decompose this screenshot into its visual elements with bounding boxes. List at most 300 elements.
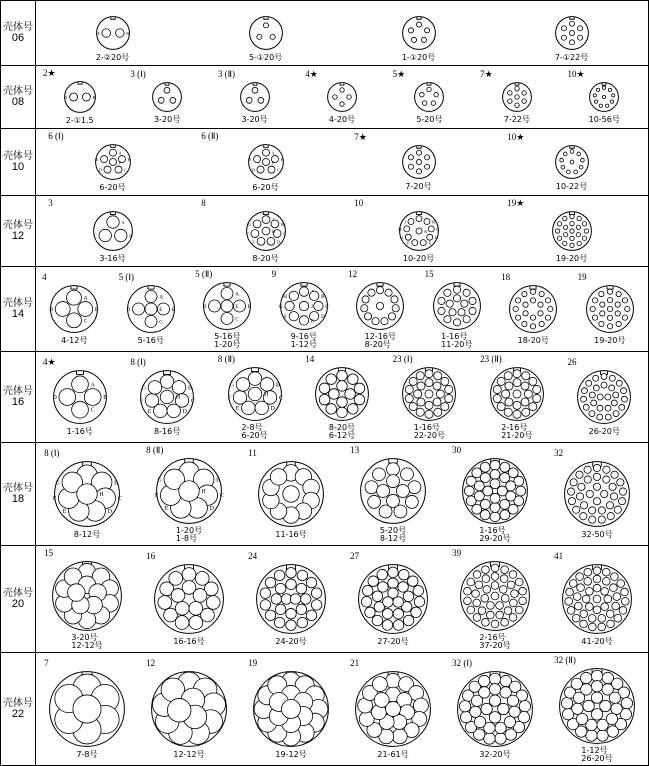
svg-text:A: A — [118, 150, 122, 156]
connector-cell[interactable] — [36, 196, 189, 266]
connector-top-label: 13 — [350, 445, 360, 455]
connector-bottom-label: 5-20号 8-12号 — [379, 526, 407, 543]
connector-cell[interactable] — [298, 66, 385, 128]
connector-cell[interactable] — [546, 443, 648, 545]
connector-bottom-label: 19-20号 — [594, 336, 626, 345]
connector-bottom-label: 7-20号 — [405, 182, 432, 191]
connector-face-diagram — [353, 669, 433, 749]
connector-bottom-label: 27-20号 — [377, 637, 409, 646]
row-header-number: 18 — [11, 493, 25, 505]
connector-bottom-label: 4-20号 — [328, 115, 356, 124]
row-header-number: 10 — [11, 161, 25, 173]
svg-text:F: F — [52, 496, 57, 503]
connector-bottom-label: 5-①20号 — [248, 53, 283, 62]
row-header-shell-14 — [1, 267, 36, 352]
connector-face-diagram — [51, 368, 109, 426]
svg-text:B: B — [280, 221, 284, 227]
connector-bottom-label: 16-16号 — [173, 637, 205, 646]
connector-face-diagram — [238, 80, 272, 114]
row-header-shell-10 — [1, 129, 36, 196]
connector-cell[interactable] — [386, 352, 473, 442]
svg-text:F: F — [245, 231, 249, 237]
connector-bottom-label: 12-16号 8-20号 — [364, 332, 396, 349]
svg-text:C: C — [235, 316, 239, 323]
connector-top-label: 8 — [201, 198, 206, 208]
connector-bottom-label: 19-12号 — [275, 750, 307, 759]
svg-text:F: F — [227, 395, 231, 402]
svg-text:C: C — [276, 167, 280, 173]
connector-face-diagram — [550, 209, 594, 253]
connector-bottom-label: 2-16号 37-20号 — [479, 633, 511, 650]
connector-cell[interactable] — [189, 267, 266, 351]
connector-top-label: 32 (Ⅰ) — [452, 658, 473, 668]
connector-face-diagram — [325, 80, 359, 114]
svg-text:C: C — [325, 304, 329, 310]
connector-cell[interactable] — [240, 546, 342, 652]
connector-cell[interactable] — [36, 1, 189, 65]
connector-top-label: 26 — [567, 357, 577, 367]
connector-face-diagram — [94, 14, 132, 52]
connector-bottom-label: 32-50号 — [581, 530, 613, 539]
svg-text:B: B — [95, 307, 99, 313]
connector-cell[interactable] — [342, 129, 495, 195]
svg-text:C: C — [90, 407, 95, 414]
connector-bottom-label: 24-20号 — [275, 637, 307, 646]
connector-face-diagram — [575, 368, 633, 426]
connector-cell[interactable] — [444, 653, 546, 765]
connector-face-diagram — [149, 669, 229, 749]
svg-text:H: H — [282, 293, 287, 300]
row-header-number: 06 — [11, 32, 25, 44]
row-cells — [36, 546, 649, 653]
connector-bottom-label: 8-16号 — [154, 427, 181, 436]
svg-text:C: C — [278, 395, 283, 402]
connector-cell[interactable] — [123, 352, 210, 442]
connector-top-label: 8 (Ⅱ) — [146, 445, 164, 455]
svg-text:D: D — [182, 408, 188, 415]
connector-top-label: 12 — [146, 658, 156, 668]
connector-bottom-label: 1-16号 11-20号 — [441, 332, 473, 349]
connector-top-label: 16 — [146, 551, 156, 561]
connector-row — [36, 546, 648, 652]
connector-bottom-label: 2-16号 21-20号 — [501, 423, 533, 440]
row-cells — [36, 66, 649, 129]
connector-top-label: 2★ — [42, 68, 56, 78]
svg-text:B: B — [114, 480, 119, 487]
svg-text:B: B — [125, 31, 129, 36]
connector-bottom-label: 7-22号 — [503, 115, 530, 124]
connector-face-diagram — [460, 456, 530, 526]
connector-bottom-label: 3-20号 12-12号 — [71, 633, 103, 650]
svg-text:D: D — [107, 508, 112, 515]
connector-cell[interactable] — [419, 267, 496, 351]
connector-face-diagram — [313, 365, 371, 423]
connector-face-diagram — [553, 14, 591, 52]
row-header-label: 壳体号 — [3, 483, 33, 494]
connector-cell[interactable] — [189, 1, 342, 65]
connector-bottom-label: 4-12号 — [61, 336, 88, 345]
connector-row — [36, 129, 648, 195]
connector-top-label: 12 — [348, 269, 358, 279]
connector-cell[interactable] — [386, 66, 473, 128]
svg-text:B: B — [275, 382, 280, 389]
connector-face-diagram — [587, 80, 621, 114]
connector-top-label: 15 — [44, 548, 54, 558]
connector-top-label: 5★ — [392, 69, 406, 79]
connector-face-diagram — [400, 14, 438, 52]
shell-row — [1, 66, 649, 129]
connector-top-label: 7 — [44, 658, 49, 668]
svg-text:B: B — [127, 157, 130, 163]
svg-text:H: H — [263, 392, 268, 398]
connector-face-diagram — [52, 459, 122, 529]
connector-cell[interactable] — [298, 352, 385, 442]
connector-bottom-label: 1-16号 22-20号 — [413, 423, 446, 440]
row-header-shell-22 — [1, 653, 36, 766]
svg-text:B: B — [102, 395, 107, 401]
connector-top-label: 11 — [248, 448, 257, 458]
connector-cell[interactable] — [36, 352, 123, 442]
connector-face-diagram — [152, 562, 226, 636]
connector-top-label: 30 — [452, 445, 462, 455]
connector-cell[interactable] — [211, 66, 298, 128]
row-cells — [36, 653, 649, 766]
svg-text:A: A — [158, 294, 163, 301]
svg-text:G: G — [247, 221, 251, 227]
svg-text:C: C — [117, 496, 122, 503]
connector-row — [36, 66, 648, 128]
connector-top-label: 8 (Ⅱ) — [217, 354, 236, 364]
connector-cell[interactable] — [342, 1, 495, 65]
connector-cell[interactable] — [546, 653, 648, 765]
connector-bottom-label: 2-①1.5 — [65, 116, 94, 125]
connector-cell[interactable] — [473, 66, 560, 128]
svg-text:D: D — [320, 314, 325, 321]
shell-row — [1, 546, 649, 653]
connector-face-diagram — [431, 280, 483, 332]
connector-bottom-label: 19-20号 — [555, 254, 588, 263]
connector-top-label: 19 — [248, 658, 258, 668]
row-header-shell-06 — [1, 1, 36, 66]
connector-top-label: 10★ — [507, 132, 525, 142]
svg-text:E: E — [310, 318, 314, 325]
row-cells — [36, 196, 649, 267]
svg-text:F: F — [271, 160, 274, 165]
svg-text:H: H — [397, 226, 402, 232]
svg-text:C: C — [123, 167, 127, 173]
connector-cell[interactable] — [495, 1, 648, 65]
connector-bottom-label: 3-16号 — [99, 254, 126, 263]
connector-cell[interactable] — [546, 546, 648, 652]
connector-top-label: 19★ — [507, 198, 525, 208]
connector-cell[interactable] — [138, 653, 240, 765]
svg-text:A: A — [235, 291, 240, 298]
connector-bottom-label: 21-61号 — [377, 750, 409, 759]
connector-face-diagram — [125, 283, 177, 335]
connector-face-diagram — [48, 283, 100, 335]
svg-text:G: G — [141, 385, 147, 392]
svg-text:A: A — [64, 95, 68, 100]
connector-cell[interactable] — [36, 443, 138, 545]
connector-bottom-label: 1-12号 26-20号 — [581, 746, 613, 763]
connector-bottom-label: 2-②20号 — [95, 53, 130, 62]
connector-cell[interactable] — [572, 267, 649, 351]
connector-face-diagram — [62, 79, 98, 115]
connector-cell[interactable] — [342, 443, 444, 545]
connector-bottom-label: 8-20号 6-12号 — [328, 423, 356, 440]
connector-row — [36, 443, 648, 545]
row-header-number: 08 — [11, 96, 25, 108]
connector-row — [36, 352, 648, 442]
svg-text:A: A — [271, 150, 275, 156]
svg-text:D: D — [270, 405, 275, 412]
connector-cell[interactable] — [36, 546, 138, 652]
connector-face-diagram — [412, 80, 446, 114]
svg-text:E: E — [147, 408, 152, 415]
connector-top-label: 19 — [577, 272, 587, 282]
connector-bottom-label: 1-16号 29-20号 — [479, 526, 511, 543]
connector-top-label: 24 — [248, 551, 258, 561]
connector-cell[interactable] — [113, 267, 190, 351]
row-header-label: 壳体号 — [3, 220, 33, 231]
connector-cell[interactable] — [444, 443, 546, 545]
connector-cell[interactable] — [138, 546, 240, 652]
connector-face-diagram — [400, 365, 458, 423]
connector-row — [36, 267, 648, 351]
connector-face-diagram — [226, 365, 284, 423]
svg-text:A: A — [83, 295, 88, 302]
connector-face-diagram — [458, 559, 532, 633]
connector-face-diagram — [400, 143, 438, 181]
svg-text:D: D — [209, 505, 214, 512]
svg-text:E: E — [251, 239, 255, 245]
connector-top-label: 21 — [350, 658, 360, 668]
svg-text:D: D — [52, 395, 57, 401]
svg-text:D: D — [276, 239, 280, 245]
svg-text:F: F — [406, 240, 410, 246]
svg-text:A: A — [120, 220, 125, 225]
row-header-label: 壳体号 — [3, 588, 33, 599]
connector-top-label: 41 — [554, 551, 564, 561]
connector-cell[interactable] — [123, 66, 210, 128]
svg-text:A: A — [96, 31, 100, 36]
svg-text:B: B — [188, 385, 193, 392]
connector-cell[interactable] — [342, 196, 495, 266]
connector-top-label: 3 — [48, 198, 53, 208]
connector-row — [36, 196, 648, 266]
connector-bottom-label: 5-20号 — [416, 115, 443, 124]
connector-top-label: 9 — [271, 269, 277, 279]
svg-text:H: H — [99, 492, 104, 498]
svg-text:E: E — [62, 508, 67, 515]
svg-text:D: D — [202, 304, 207, 310]
connector-face-diagram — [455, 669, 535, 749]
connector-top-label: 4★ — [305, 69, 318, 79]
shell-row — [1, 653, 649, 766]
connector-cell[interactable] — [189, 129, 342, 195]
connector-cell[interactable] — [561, 66, 648, 128]
shell-row — [1, 352, 649, 443]
svg-text:B: B — [320, 293, 325, 300]
svg-text:D: D — [434, 235, 438, 241]
connector-face-diagram — [251, 669, 331, 749]
connector-cell[interactable] — [495, 129, 648, 195]
connector-face-diagram — [50, 559, 124, 633]
shell-row — [1, 196, 649, 267]
connector-bottom-label: 1-20号 1-8号 — [175, 526, 203, 543]
svg-text:J: J — [310, 304, 313, 310]
connector-cell[interactable] — [444, 546, 546, 652]
connector-cell[interactable] — [211, 352, 298, 442]
table-body — [1, 1, 649, 766]
connector-top-label: 4 — [42, 272, 47, 282]
connector-face-diagram — [246, 142, 286, 182]
connector-face-diagram — [254, 562, 328, 636]
connector-face-diagram — [356, 562, 430, 636]
connector-face-diagram — [584, 283, 636, 335]
connector-bottom-label: 2-8号 6-20号 — [241, 423, 268, 440]
connector-cell[interactable] — [342, 653, 444, 765]
connector-cell[interactable] — [342, 546, 444, 652]
connector-top-label: 4★ — [42, 357, 56, 367]
svg-text:G: G — [229, 382, 234, 389]
row-header-label: 壳体号 — [3, 22, 33, 33]
connector-cell[interactable] — [561, 352, 648, 442]
connector-face-diagram — [358, 456, 428, 526]
connector-face-diagram — [154, 456, 224, 526]
connector-top-label: 5 (Ⅰ) — [118, 272, 135, 282]
connector-top-label: 8 (Ⅰ) — [130, 357, 146, 367]
connector-top-label: 7★ — [354, 132, 367, 142]
connector-top-label: 14 — [305, 354, 315, 364]
svg-text:A: A — [90, 382, 95, 389]
connector-bottom-label: 7-①22号 — [554, 53, 589, 62]
row-header-shell-20 — [1, 546, 36, 653]
row-header-shell-16 — [1, 352, 36, 443]
connector-face-diagram — [201, 280, 253, 332]
connector-face-diagram — [150, 80, 184, 114]
connector-bottom-label: 3-20号 — [241, 115, 268, 124]
row-header-number: 14 — [11, 308, 25, 320]
connector-face-diagram — [354, 280, 406, 332]
connector-bottom-label: 5-16号 — [137, 336, 164, 345]
connector-bottom-label: 9-16号 1-12号 — [290, 332, 317, 349]
connector-cell[interactable] — [189, 196, 342, 266]
svg-text:K: K — [423, 229, 427, 234]
svg-text:H: H — [176, 395, 181, 401]
connector-face-diagram — [507, 283, 559, 335]
connector-face-diagram — [93, 142, 133, 182]
svg-text:B: B — [92, 95, 95, 100]
svg-text:E: E — [248, 157, 251, 163]
connector-cell[interactable] — [266, 267, 343, 351]
svg-text:C: C — [191, 398, 196, 405]
svg-text:B: B — [247, 304, 252, 310]
svg-text:C: C — [219, 493, 224, 500]
connector-top-label: 3 (Ⅰ) — [130, 69, 146, 79]
connector-face-diagram — [553, 143, 591, 181]
svg-text:D: D — [98, 167, 102, 173]
shell-row — [1, 1, 649, 66]
connector-bottom-label: 6-20号 — [99, 183, 126, 192]
svg-text:C: C — [93, 233, 97, 239]
connector-bottom-label: 5-16号 1-20号 — [214, 332, 241, 349]
connector-row — [36, 653, 648, 765]
connector-top-label: 6 (Ⅰ) — [48, 131, 64, 141]
svg-text:H: H — [201, 489, 206, 495]
connector-bottom-label: 10-56号 — [588, 115, 620, 124]
shell-row — [1, 129, 649, 196]
connector-top-label: 8 (Ⅰ) — [44, 448, 60, 458]
connector-cell[interactable] — [36, 66, 123, 128]
connector-bottom-label: 6-20号 — [252, 183, 279, 192]
connector-cell[interactable] — [36, 653, 138, 765]
row-header-label: 壳体号 — [3, 151, 33, 162]
connector-bottom-label: 11-16号 — [275, 530, 307, 539]
connector-bottom-label: 32-20号 — [479, 750, 511, 759]
svg-text:J: J — [403, 219, 406, 225]
svg-text:C: C — [282, 231, 286, 237]
svg-text:F: F — [154, 493, 159, 500]
connector-top-label: 23 (Ⅰ) — [392, 354, 413, 364]
row-header-number: 20 — [11, 598, 25, 610]
connector-top-label: 6 (Ⅱ) — [201, 131, 219, 141]
svg-text:G: G — [55, 480, 60, 487]
connector-cell[interactable] — [240, 443, 342, 545]
connector-top-label: 18 — [501, 272, 511, 282]
connector-bottom-label: 1-16号 — [66, 427, 93, 436]
row-header-shell-18 — [1, 443, 36, 546]
row-header-label: 壳体号 — [3, 698, 33, 709]
svg-text:E: E — [235, 304, 239, 310]
svg-text:G: G — [157, 477, 162, 484]
svg-text:E: E — [158, 307, 163, 313]
svg-text:B: B — [280, 157, 283, 163]
connector-bottom-label: 8-12号 — [73, 530, 101, 539]
connector-face-diagram — [91, 209, 135, 253]
connector-cell[interactable] — [36, 267, 113, 351]
connector-cell[interactable] — [495, 267, 572, 351]
connector-bottom-label: 41-20号 — [581, 637, 613, 646]
connector-bottom-label: 1-①20号 — [401, 53, 436, 62]
connector-top-label: 7★ — [480, 69, 493, 79]
svg-text:B: B — [128, 233, 132, 239]
row-header-number: 22 — [11, 708, 25, 720]
connector-top-label: 39 — [452, 548, 462, 558]
connector-cell[interactable] — [240, 653, 342, 765]
svg-text:B: B — [171, 307, 175, 313]
row-cells — [36, 129, 649, 196]
connector-face-diagram — [138, 368, 196, 426]
row-cells — [36, 443, 649, 546]
connector-cell[interactable] — [342, 267, 419, 351]
connector-cell[interactable] — [138, 443, 240, 545]
svg-text:B: B — [431, 219, 435, 225]
connector-bottom-label: 10-20号 — [402, 254, 435, 263]
connector-cell[interactable] — [36, 129, 189, 195]
svg-text:D: D — [251, 167, 255, 173]
connector-top-label: 27 — [350, 551, 360, 561]
connector-cell[interactable] — [473, 352, 560, 442]
connector-face-diagram — [557, 666, 637, 746]
connector-bottom-label: 18-20号 — [517, 336, 549, 345]
row-header-number: 16 — [11, 396, 25, 408]
row-header-label: 壳体号 — [3, 386, 33, 397]
svg-text:E: E — [95, 157, 98, 163]
svg-text:E: E — [235, 405, 239, 412]
connector-face-diagram — [500, 80, 534, 114]
connector-cell[interactable] — [495, 196, 648, 266]
